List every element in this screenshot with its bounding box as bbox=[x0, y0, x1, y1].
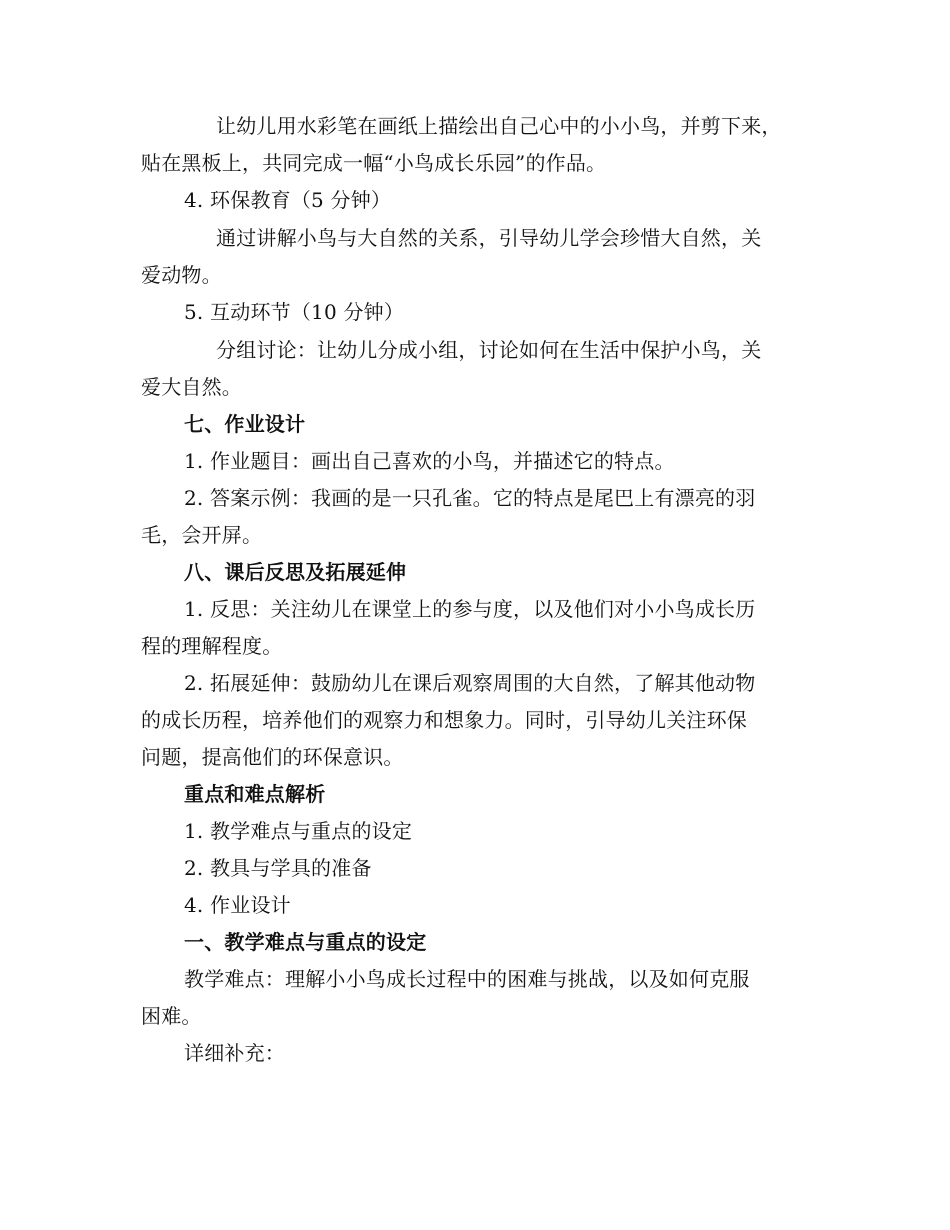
paragraph-line: 详细补充： bbox=[184, 1041, 285, 1065]
section-heading: 重点和难点解析 bbox=[184, 782, 326, 806]
list-item: 5. 互动环节（10 分钟） bbox=[184, 300, 405, 324]
paragraph-line: 程的理解程度。 bbox=[141, 634, 283, 658]
list-item: 1. 作业题目：画出自己喜欢的小鸟，并描述它的特点。 bbox=[184, 449, 675, 473]
section-heading: 八、课后反思及拓展延伸 bbox=[184, 560, 407, 584]
list-item: 2. 教具与学具的准备 bbox=[184, 856, 372, 880]
list-item: 2. 答案示例：我画的是一只孔雀。它的特点是尾巴上有漂亮的羽 bbox=[184, 486, 756, 510]
section-heading: 一、教学难点与重点的设定 bbox=[184, 930, 427, 954]
paragraph-line: 分组讨论：让幼儿分成小组，讨论如何在生活中保护小鸟，关 bbox=[216, 338, 762, 362]
list-item: 1. 反思：关注幼儿在课堂上的参与度，以及他们对小小鸟成长历 bbox=[184, 597, 756, 621]
paragraph-line: 贴在黑板上，共同完成一幅“小鸟成长乐园”的作品。 bbox=[141, 151, 607, 175]
paragraph-line: 毛，会开屏。 bbox=[141, 523, 263, 547]
list-item: 4. 环保教育（5 分钟） bbox=[184, 188, 392, 212]
list-item: 4. 作业设计 bbox=[184, 893, 291, 917]
paragraph-line: 爱大自然。 bbox=[141, 375, 242, 399]
paragraph-line: 爱动物。 bbox=[141, 263, 222, 287]
paragraph-line: 困难。 bbox=[141, 1004, 202, 1028]
paragraph-line: 教学难点：理解小小鸟成长过程中的困难与挑战，以及如何克服 bbox=[184, 967, 750, 991]
paragraph-line: 的成长历程，培养他们的观察力和想象力。同时，引导幼儿关注环保 bbox=[141, 708, 747, 732]
paragraph-line: 让幼儿用水彩笔在画纸上描绘出自己心中的小小鸟，并剪下来， bbox=[216, 114, 782, 138]
section-heading: 七、作业设计 bbox=[184, 412, 306, 436]
list-item: 2. 拓展延伸：鼓励幼儿在课后观察周围的大自然，了解其他动物 bbox=[184, 671, 756, 695]
paragraph-line: 通过讲解小鸟与大自然的关系，引导幼儿学会珍惜大自然，关 bbox=[216, 226, 762, 250]
paragraph-line: 问题，提高他们的环保意识。 bbox=[141, 745, 404, 769]
list-item: 1. 教学难点与重点的设定 bbox=[184, 819, 413, 843]
